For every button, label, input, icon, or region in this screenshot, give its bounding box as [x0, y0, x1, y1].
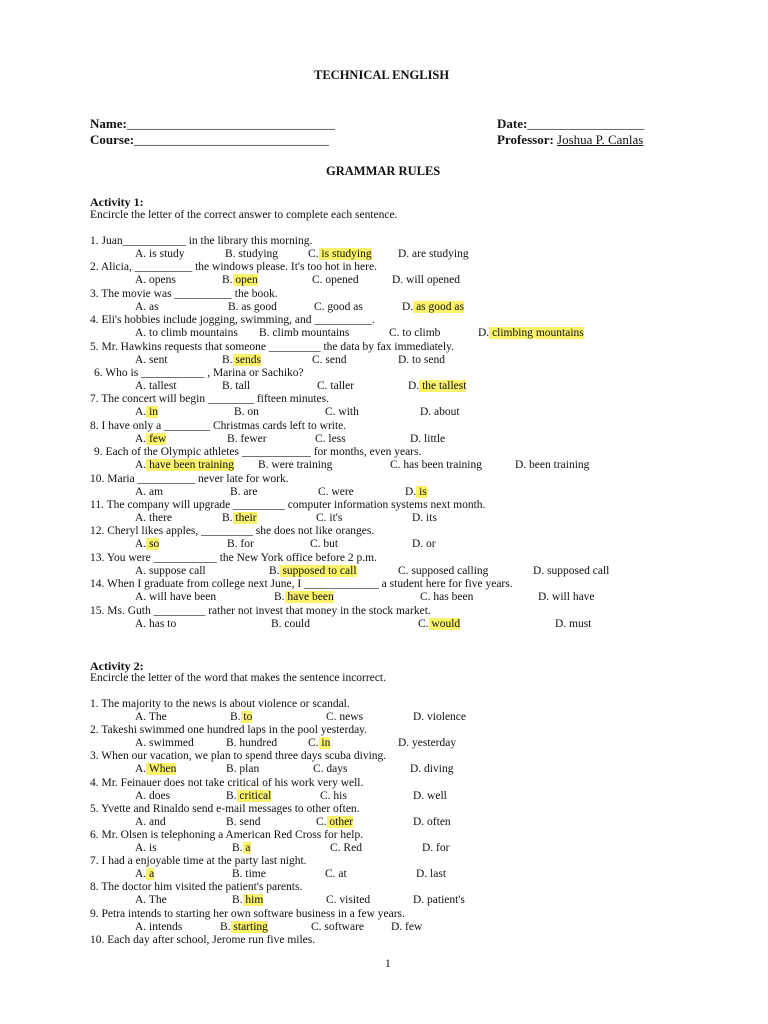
answer-highlight: their: [232, 512, 257, 524]
activity1-q12-option-a[interactable]: A. so: [135, 538, 160, 550]
page-number: 1: [385, 958, 391, 970]
name-line: ________________________________: [126, 116, 335, 131]
name-label: Name:: [90, 116, 127, 131]
activity1-q12-option-b[interactable]: B. for: [227, 538, 254, 550]
activity1-q12-option-d[interactable]: D. or: [412, 538, 436, 550]
answer-highlight: few: [146, 433, 167, 445]
activity2-question-6: 6. Mr. Olsen is telephoning a American Red Cross for help.: [90, 829, 364, 841]
activity2-question-3: 3. When our vacation, we plan to spend three days scuba diving.: [90, 750, 387, 762]
answer-highlight: to: [240, 711, 253, 723]
activity2-q5-option-c[interactable]: C. other: [316, 816, 354, 828]
course-line: ______________________________: [134, 132, 330, 147]
answer-highlight: him: [242, 894, 264, 906]
activity1-q7-option-d[interactable]: D. about: [420, 406, 460, 418]
activity1-q1-option-a[interactable]: A. is study: [135, 248, 185, 260]
activity2-q4-option-d[interactable]: D. well: [413, 790, 447, 802]
activity1-q5-option-b[interactable]: B. sends: [222, 354, 261, 366]
answer-highlight: sends: [232, 354, 261, 366]
activity1-question-9: 9. Each of the Olympic athletes ____________ for months, even years.: [94, 446, 422, 458]
activity1-q4-option-a[interactable]: A. to climb mountains: [135, 327, 238, 339]
activity1-q8-option-a[interactable]: A. few: [135, 433, 167, 445]
answer-highlight: critical: [236, 790, 272, 802]
activity2-q2-option-c[interactable]: C. in: [308, 737, 331, 749]
activity2-q1-option-c[interactable]: C. news: [326, 711, 364, 723]
activity2-q2-option-a[interactable]: A. swimmed: [135, 737, 194, 749]
answer-highlight: the tallest: [419, 380, 467, 392]
activity2-q3-option-a[interactable]: A. When: [135, 763, 177, 775]
activity1-question-13: 13. You were ___________ the New York office before 2 p.m.: [90, 552, 377, 564]
activity2-q7-option-b[interactable]: B. time: [232, 868, 266, 880]
activity1-question-14: 14. When I graduate from college next June, I _____________ a student here for five years.: [90, 578, 513, 590]
activity2-q9-option-c[interactable]: C. software: [311, 921, 365, 933]
date-label: Date:: [497, 116, 528, 131]
answer-highlight: other: [326, 816, 354, 828]
activity1-q10-option-c[interactable]: C. were: [318, 486, 354, 498]
activity1-q4-option-d[interactable]: D. climbing mountains: [478, 327, 584, 339]
answer-highlight: When: [146, 763, 177, 775]
activity2-q9-option-d[interactable]: D. few: [391, 921, 423, 933]
answer-highlight: a: [242, 842, 251, 854]
activity1-q8-option-c[interactable]: C. less: [315, 433, 346, 445]
course-label: Course:: [90, 132, 135, 147]
activity2-q7-option-a[interactable]: A. a: [135, 868, 155, 880]
answer-highlight: in: [146, 406, 159, 418]
activity2-q9-option-a[interactable]: A. intends: [135, 921, 183, 933]
activity1-q9-option-d[interactable]: D. been training: [515, 459, 590, 471]
activity1-q6-option-d[interactable]: D. the tallest: [408, 380, 467, 392]
answer-highlight: as good as: [413, 301, 464, 313]
activity2-q1-option-b[interactable]: B. to: [230, 711, 253, 723]
activity1-q13-option-b[interactable]: B. supposed to call: [269, 565, 357, 577]
activity1-q10-option-d[interactable]: D. is: [405, 486, 427, 498]
activity1-question-6: 6. Who is ___________ , Marina or Sachiko?: [94, 367, 304, 379]
activity2-question-2: 2. Takeshi swimmed one hundred laps in the pool yesterday.: [90, 724, 368, 736]
activity1-q2-option-b[interactable]: B. open: [222, 274, 258, 286]
activity2-q4-option-a[interactable]: A. does: [135, 790, 171, 802]
activity1-q7-option-b[interactable]: B. on: [234, 406, 259, 418]
activity2-q8-option-b[interactable]: B. him: [232, 894, 264, 906]
activity1-q4-option-c[interactable]: C. to climb: [389, 327, 441, 339]
professor-name: Joshua P. Canlas: [557, 132, 644, 147]
activity1-q14-option-b[interactable]: B. have been: [274, 591, 334, 603]
activity2-question-7: 7. I had a enjoyable time at the party last night.: [90, 855, 307, 867]
activity2-q2-option-d[interactable]: D. yesterday: [398, 737, 457, 749]
activity1-question-8: 8. I have only a ________ Christmas cards left to write.: [90, 420, 347, 432]
activity1-question-15: 15. Ms. Guth _________ rather not invest that money in the stock market.: [90, 605, 431, 617]
activity1-q14-option-d[interactable]: D. will have: [538, 591, 595, 603]
activity1-q7-option-c[interactable]: C. with: [325, 406, 359, 418]
activity2-q8-option-c[interactable]: C. visited: [326, 894, 371, 906]
professor-label: Professor:: [497, 132, 554, 147]
activity1-q13-option-d[interactable]: D. supposed call: [533, 565, 610, 577]
activity1-instruction: Encircle the letter of the correct answer to complete each sentence.: [90, 209, 398, 221]
activity1-q13-option-c[interactable]: C. supposed calling: [398, 565, 489, 577]
activity1-question-2: 2. Alicia, __________ the windows please. It's too hot in here.: [90, 261, 377, 273]
activity1-q2-option-c[interactable]: C. opened: [312, 274, 359, 286]
activity1-q14-option-a[interactable]: A. will have been: [135, 591, 217, 603]
activity1-question-10: 10. Maria __________ never late for work.: [90, 473, 289, 485]
activity1-q5-option-c[interactable]: C. send: [312, 354, 347, 366]
activity2-q2-option-b[interactable]: B. hundred: [226, 737, 278, 749]
activity1-q11-option-b[interactable]: B. their: [222, 512, 257, 524]
answer-highlight: have been training: [146, 459, 234, 471]
activity1-q10-option-a[interactable]: A. am: [135, 486, 164, 498]
activity2-q6-option-b[interactable]: B. a: [232, 842, 251, 854]
activity2-question-10: 10. Each day after school, Jerome run five miles.: [90, 934, 316, 946]
activity1-q3-option-b[interactable]: B. as good: [228, 301, 277, 313]
activity2-heading: Activity 2:: [90, 659, 144, 673]
course-field: [90, 132, 329, 148]
activity1-q9-option-a[interactable]: A. have been training: [135, 459, 234, 471]
activity2-question-4: 4. Mr. Feinauer does not take critical of his work very well.: [90, 777, 364, 789]
activity1-q12-option-c[interactable]: C. but: [310, 538, 339, 550]
answer-highlight: climbing mountains: [489, 327, 584, 339]
activity1-q7-option-a[interactable]: A. in: [135, 406, 159, 418]
activity1-question-11: 11. The company will upgrade _________ computer information systems next month.: [90, 499, 486, 511]
activity1-q9-option-c[interactable]: C. has been training: [390, 459, 482, 471]
name-field: [90, 116, 335, 132]
activity1-question-4: 4. Eli's hobbies include jogging, swimming, and __________.: [90, 314, 375, 326]
activity1-question-1: 1. Juan___________ in the library this morning.: [90, 235, 313, 247]
activity2-q1-option-a[interactable]: A. The: [135, 711, 167, 723]
activity1-q2-option-a[interactable]: A. opens: [135, 274, 176, 286]
activity1-q4-option-b[interactable]: B. climb mountains: [259, 327, 350, 339]
answer-highlight: have been: [284, 591, 334, 603]
activity2-q8-option-a[interactable]: A. The: [135, 894, 167, 906]
activity2-question-9: 9. Petra intends to starting her own software business in a few years.: [90, 908, 405, 920]
activity1-q1-option-d[interactable]: D. are studying: [398, 248, 469, 260]
activity1-question-12: 12. Cheryl likes apples, _________ she does not like oranges.: [90, 525, 375, 537]
activity2-q7-option-d[interactable]: D. last: [416, 868, 447, 880]
answer-highlight: in: [318, 737, 331, 749]
answer-highlight: is: [416, 486, 427, 498]
activity1-heading: Activity 1:: [90, 195, 144, 209]
activity1-question-7: 7. The concert will begin ________ fifteen minutes.: [90, 393, 329, 405]
section-title: GRAMMAR RULES: [326, 164, 441, 178]
activity1-question-5: 5. Mr. Hawkins requests that someone _________ the data by fax immediately.: [90, 341, 454, 353]
document-title: TECHNICAL ENGLISH: [314, 68, 450, 82]
activity1-q5-option-d[interactable]: D. to send: [398, 354, 445, 366]
activity1-q3-option-c[interactable]: C. good as: [314, 301, 363, 313]
activity1-q15-option-a[interactable]: A. has to: [135, 618, 177, 630]
activity1-q14-option-c[interactable]: C. has been: [420, 591, 474, 603]
answer-highlight: a: [146, 868, 155, 880]
activity1-q8-option-d[interactable]: D. little: [410, 433, 446, 445]
activity1-q15-option-b[interactable]: B. could: [271, 618, 310, 630]
activity1-q1-option-c[interactable]: C. is studying: [308, 248, 372, 260]
activity1-q10-option-b[interactable]: B. are: [230, 486, 258, 498]
activity1-q1-option-b[interactable]: B. studying: [225, 248, 279, 260]
activity2-q4-option-b[interactable]: B. critical: [226, 790, 272, 802]
activity2-q7-option-c[interactable]: C. at: [325, 868, 347, 880]
activity2-q4-option-c[interactable]: C. his: [320, 790, 347, 802]
activity2-q5-option-d[interactable]: D. often: [413, 816, 451, 828]
activity2-q5-option-b[interactable]: B. send: [226, 816, 261, 828]
answer-highlight: open: [232, 274, 258, 286]
activity1-q6-option-c[interactable]: C. taller: [317, 380, 355, 392]
activity1-q6-option-b[interactable]: B. tall: [222, 380, 251, 392]
activity1-q9-option-b[interactable]: B. were training: [258, 459, 333, 471]
activity2-question-1: 1. The majority to the news is about violence or scandal.: [90, 698, 350, 710]
answer-highlight: starting: [230, 921, 268, 933]
activity2-q6-option-c[interactable]: C. Red: [330, 842, 362, 854]
activity2-q3-option-d[interactable]: D. diving: [410, 763, 454, 775]
activity2-q3-option-b[interactable]: B. plan: [226, 763, 260, 775]
answer-highlight: so: [146, 538, 160, 550]
activity1-q2-option-d[interactable]: D. will opened: [392, 274, 461, 286]
date-line: __________________: [527, 116, 645, 131]
activity1-q3-option-a[interactable]: A. as: [135, 301, 159, 313]
activity1-q11-option-d[interactable]: D. its: [412, 512, 437, 524]
activity2-q6-option-d[interactable]: D. for: [422, 842, 450, 854]
activity2-question-8: 8. The doctor him visited the patient's parents.: [90, 881, 303, 893]
activity2-q1-option-d[interactable]: D. violence: [413, 711, 467, 723]
answer-highlight: would: [428, 618, 461, 630]
activity1-q13-option-a[interactable]: A. suppose call: [135, 565, 206, 577]
activity1-q6-option-a[interactable]: A. tallest: [135, 380, 177, 392]
activity2-q8-option-d[interactable]: D. patient's: [413, 894, 465, 906]
date-field: [497, 116, 644, 132]
activity1-q15-option-c[interactable]: C. would: [418, 618, 461, 630]
activity1-q5-option-a[interactable]: A. sent: [135, 354, 168, 366]
activity2-q9-option-b[interactable]: B. starting: [220, 921, 268, 933]
activity2-q5-option-a[interactable]: A. and: [135, 816, 166, 828]
answer-highlight: is studying: [318, 248, 372, 260]
activity1-q8-option-b[interactable]: B. fewer: [227, 433, 267, 445]
activity1-question-3: 3. The movie was __________ the book.: [90, 288, 278, 300]
activity2-instruction: Encircle the letter of the word that makes the sentence incorrect.: [90, 672, 386, 684]
activity2-question-5: 5. Yvette and Rinaldo send e-mail messages to other often.: [90, 803, 360, 815]
activity2-q3-option-c[interactable]: C. days: [313, 763, 348, 775]
answer-highlight: supposed to call: [279, 565, 357, 577]
activity2-q6-option-a[interactable]: A. is: [135, 842, 157, 854]
activity1-q11-option-c[interactable]: C. it's: [316, 512, 343, 524]
activity1-q3-option-d[interactable]: D. as good as: [402, 301, 464, 313]
activity1-q15-option-d[interactable]: D. must: [555, 618, 592, 630]
professor-field: [497, 132, 643, 148]
activity1-q11-option-a[interactable]: A. there: [135, 512, 173, 524]
